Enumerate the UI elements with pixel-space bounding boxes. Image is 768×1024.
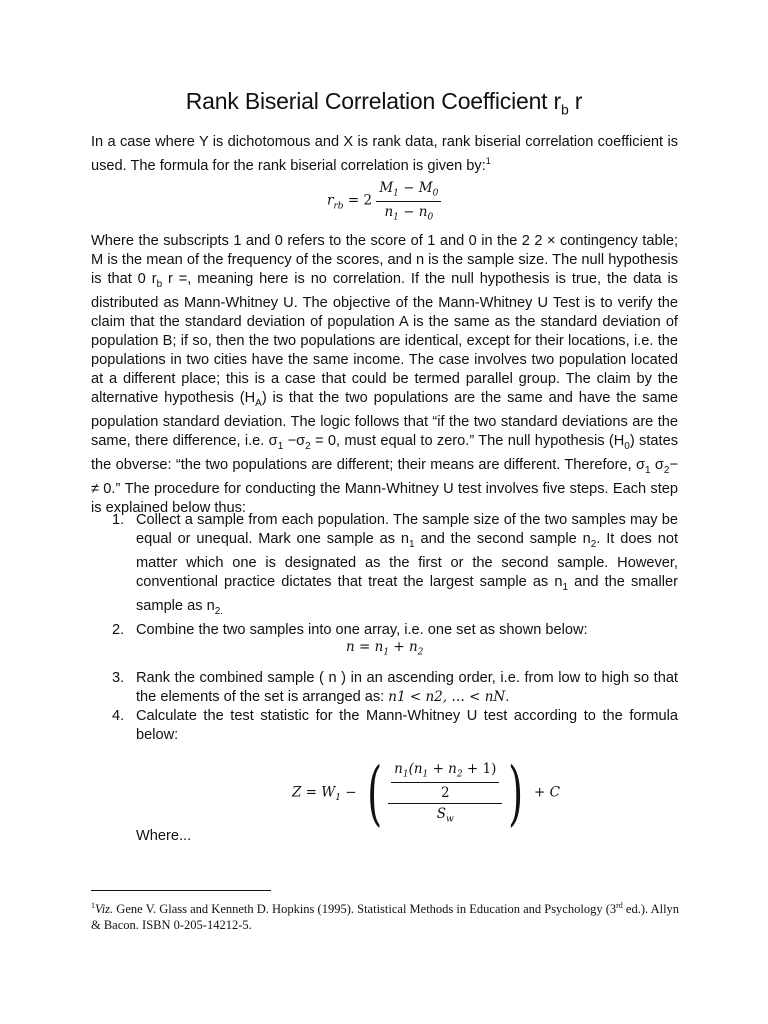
formula3-outer-fraction: [388, 761, 502, 824]
body-p1: Where the subscripts 1 and 0 refers to the score of 1 and 0 in the 2 2 × contingency table; M is the mean of the frequency of the scores, and n is the sample size. The null hypothesis is that 0 r: [91, 233, 678, 287]
formula3-eq: =: [301, 784, 322, 801]
body-p2: r =, meaning here is no correlation. If the null hypothesis is true, the data is distributed as Mann-Whitney U. The objective of the Mann-Whitney U Test is to verify the claim that the standard deviation of population A is the same as the standard deviation of population B; if so, then the two populations are identical, except for their locations, i.e. the populations in two cities have the same income. The case involves two population located at a different place; this is a case that could be termed parallel group. The claim by the alternative hypothesis (H: [91, 271, 678, 406]
footnote-text2: ed.). Allyn & Bacon. ISBN 0-205-14212-5.: [91, 902, 680, 933]
body-p3-sub1: 1: [277, 440, 284, 452]
formula3-inner-plus-sub: 2: [456, 770, 463, 780]
step1-d: and the smaller sample as n: [136, 573, 678, 614]
step3-math: n1 < n2, … < nN: [388, 689, 506, 705]
formula1-den-b-sub: 0: [427, 212, 434, 223]
body-p6: − ≠ 0.” The procedure for conducting the Mann-Whitney U test involves five steps. Each step is explained below thus:: [91, 456, 678, 516]
title-subscript: b: [561, 101, 569, 118]
step-number: 4.: [112, 708, 125, 724]
step-number: 3.: [112, 670, 125, 686]
formula3-inner-fraction: [391, 761, 499, 801]
body-p4-sub: 0: [624, 440, 630, 452]
test-statistic-formula: [292, 752, 560, 834]
step1-a-sub: 1: [409, 538, 415, 550]
body-p3-sub2: 2: [305, 440, 311, 452]
step-number: 1.: [112, 512, 125, 528]
where-text: Where...: [136, 828, 192, 844]
formula1-lhs-sub: rb: [333, 201, 344, 212]
footnote-ordinal: rd: [616, 901, 623, 910]
step-item: [91, 511, 678, 621]
step3-end: .: [505, 689, 510, 705]
formula2-plus: +: [389, 639, 409, 655]
formula3-outer-numerator: [388, 761, 502, 804]
formula2-a-sub: 1: [383, 647, 390, 658]
formula1-num-b: M: [418, 180, 433, 196]
step2-a: Combine the two samples into one array, i.e. one set as shown below:: [136, 621, 588, 638]
formula1-fraction: [376, 180, 441, 222]
formula2-eq: =: [354, 639, 375, 655]
formula1-num-b-sub: 0: [432, 188, 439, 199]
formula3-w: W: [321, 784, 336, 801]
formula3-inner-num-sub: 1: [402, 770, 409, 780]
step1-b-sub: 2: [590, 538, 597, 550]
formula1-num-a-sub: 1: [393, 188, 399, 199]
step4-a: Calculate the test statistic for the Mann-Whitney U test according to the formula below:: [136, 708, 678, 743]
steps-list: [91, 511, 678, 640]
body-p1-sub: b: [156, 278, 163, 290]
body-p5-sub2: 2: [663, 464, 670, 476]
formula1-den-b: n: [418, 203, 428, 220]
formula1-denominator: [376, 202, 441, 223]
intro-text: In a case where Y is dichotomous and X is rank data, rank biserial correlation coefficient is used. The formula for the rank biserial correlation is given by:: [91, 134, 678, 174]
title-text: Rank Biserial Correlation Coefficient r: [185, 88, 562, 114]
footnote-ref: 1: [485, 156, 491, 166]
body-paragraph: [91, 232, 678, 518]
body-p3b: −σ: [283, 432, 306, 449]
formula3-outer-den-sub: w: [446, 814, 454, 825]
formula3-inner-paren-sub: 1: [422, 770, 429, 780]
formula3-outer-denominator: [388, 804, 502, 825]
body-p3: ) is that the two populations are the same and have the same population standard deviation. The logic follows that “if the two standard deviations are the same, there difference, i.e. σ: [91, 389, 678, 449]
step-number: 2.: [112, 621, 125, 638]
formula1-lhs: r: [327, 192, 334, 209]
intro-paragraph: [91, 133, 678, 176]
body-p5b: σ: [650, 456, 664, 473]
formula2-b-sub: 2: [417, 647, 424, 658]
formula3-tail: + C: [529, 784, 560, 801]
rank-biserial-formula: [327, 180, 441, 222]
footnote-divider: [91, 890, 271, 891]
body-p5-sub1: 1: [645, 464, 651, 476]
footnote-text: Gene V. Glass and Kenneth D. Hopkins (1995). Statistical Methods in Education and Psychology (3: [113, 902, 617, 917]
step-item: [91, 707, 678, 745]
step-item: [91, 621, 678, 640]
step1-d-sub: 2.: [214, 605, 224, 617]
step1-b: and the second sample n: [414, 531, 591, 547]
footnote-prefix: Viz.: [95, 902, 114, 917]
body-p2-sub: A: [255, 397, 262, 409]
formula3-inner-plus: + n: [428, 761, 457, 778]
page-title: [0, 88, 768, 118]
formula2-a: n: [374, 639, 384, 655]
body-p5: ) states the obverse: “the two populations are different; their means are different. Therefore, σ: [91, 432, 678, 473]
right-paren: ): [508, 752, 524, 834]
formula1-den-a: n: [384, 203, 394, 220]
formula2-b: n: [408, 639, 418, 655]
formula3-inner-num: n: [394, 761, 403, 778]
formula2-lhs: n: [346, 639, 355, 655]
formula3-inner-paren: (n: [408, 761, 423, 778]
step3-a: Rank the combined sample ( n ) in an ascending order, i.e. from low to high so that the elements of the set is arranged as:: [136, 670, 678, 705]
step-item: [91, 669, 678, 707]
step1-c-sub: 1: [562, 581, 569, 593]
formula3-lhs: Z: [292, 784, 302, 801]
step1-a: Collect a sample from each population. The sample size of the two samples may be equal or unequal. Mark one sample as n: [136, 512, 678, 547]
formula1-numerator: [376, 180, 441, 202]
footnote-number: 1: [91, 901, 95, 910]
left-paren: (: [366, 752, 382, 834]
sample-sum-formula: [346, 639, 423, 658]
formula3-inner-den: 2: [440, 785, 450, 801]
formula3-inner-numerator: [391, 761, 499, 783]
formula1-num-a: M: [379, 180, 394, 196]
formula3-w-sub: 1: [335, 793, 341, 804]
step1-c: . It does not matter which one is designated as the first or the second sample. However, conventional practice dictates that treat the largest sample as n: [136, 531, 678, 590]
formula3-minus: −: [340, 784, 361, 801]
title-tail: r: [568, 88, 583, 114]
formula1-den-minus: −: [398, 203, 419, 220]
formula1-den-a-sub: 1: [393, 212, 399, 223]
formula3-outer-den: S: [436, 806, 447, 822]
body-p4: = 0, must equal to zero.” The null hypothesis (H: [310, 432, 625, 449]
formula1-eq: = 2: [343, 192, 373, 209]
footnote: [91, 898, 681, 933]
formula3-inner-tail: + 1): [462, 761, 497, 778]
formula1-minus: −: [398, 180, 419, 196]
steps-list-continued: [91, 669, 678, 745]
